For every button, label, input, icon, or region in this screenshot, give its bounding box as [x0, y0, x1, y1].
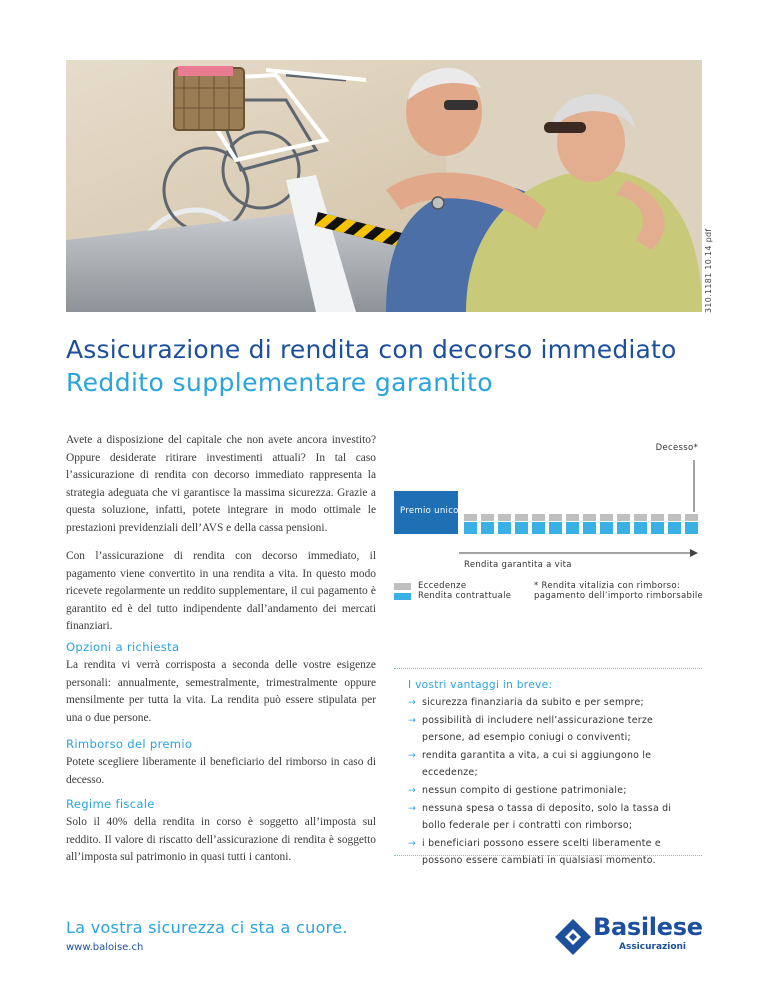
- list-item: → sicurezza finanziaria da subito e per sempre;: [408, 694, 698, 712]
- section-heading-refund: Rimborso del premio: [66, 737, 193, 751]
- surplus-bar: [481, 514, 494, 521]
- list-item: → nessun compito di gestione patrimoniale;: [408, 782, 698, 800]
- slogan: La vostra sicurezza ci sta a cuore.: [66, 918, 348, 937]
- list-item: → rendita garantita a vita, a cui si aggiungono le eccedenze;: [408, 747, 698, 782]
- company-logo: [553, 913, 713, 958]
- single-premium-label: Premio unico: [400, 506, 459, 516]
- logo-tagline: Assicurazioni: [619, 942, 687, 952]
- surplus-bar: [583, 514, 596, 521]
- list-item: → possibilità di includere nell’assicurazione terze persone, ad esempio coniugi o conviventi;: [408, 712, 698, 747]
- legend-label-contract: Rendita contrattuale: [418, 591, 512, 601]
- surplus-bar: [617, 514, 630, 521]
- contract-annuity-bar: [566, 522, 579, 534]
- surplus-bar: [464, 514, 477, 521]
- contract-annuity-bar: [583, 522, 596, 534]
- section-text-refund: Potete scegliere liberamente il beneficiario del rimborso in caso di decesso.: [66, 756, 376, 786]
- contract-annuity-bar: [685, 522, 698, 534]
- surplus-bar: [566, 514, 579, 521]
- benefits-heading: I vostri vantaggi in breve:: [408, 679, 553, 691]
- surplus-bar: [668, 514, 681, 521]
- death-label: Decesso*: [655, 443, 698, 453]
- surplus-bar: [634, 514, 647, 521]
- footnote-line2: pagamento dell’importo rimborsabile: [534, 591, 704, 601]
- arrow-right-icon: →: [408, 714, 417, 726]
- time-axis-arrow-icon: [690, 549, 698, 557]
- benefits-list: [408, 694, 698, 870]
- arrow-right-icon: →: [408, 837, 417, 849]
- list-item: → nessuna spesa o tassa di deposito, solo la tassa di bollo federale per i contratti con rimborso;: [408, 800, 698, 835]
- legend-label-surplus: Eccedenze: [418, 581, 467, 591]
- contract-annuity-bar: [549, 522, 562, 534]
- page-subtitle: Reddito supplementare garantito: [66, 368, 493, 397]
- surplus-bar: [515, 514, 528, 521]
- diamond-logo-icon: [553, 915, 597, 959]
- hero-photo: [66, 60, 702, 312]
- arrow-right-icon: →: [408, 784, 417, 796]
- surplus-bar: [498, 514, 511, 521]
- footnote-line1: * Rendita vitalizia con rimborso:: [534, 581, 681, 591]
- axis-label: Rendita garantita a vita: [464, 560, 572, 570]
- legend-swatch-contract: [394, 593, 411, 600]
- list-item: → i beneficiari possono essere scelti liberamente e possono essere cambiati in qualsiasi momento.: [408, 835, 698, 870]
- benefits-box: [394, 668, 702, 867]
- annuity-diagram: [394, 440, 706, 610]
- contract-annuity-bar: [515, 522, 528, 534]
- contract-annuity-bar: [532, 522, 545, 534]
- arrow-right-icon: →: [408, 697, 417, 708]
- section-text-options: La rendita vi verrà corrisposta a seconda delle vostre esigenze personali: annualmente, semestralmente, trimestralmente oppure mensilmente per tutta la vita. La rendita può essere stipulata per una o due persone.: [66, 659, 376, 724]
- document-reference: 310.1181 10.14 pdf: [704, 228, 713, 313]
- contract-annuity-bar: [651, 522, 664, 534]
- website-link[interactable]: www.baloise.ch: [66, 942, 144, 953]
- contract-annuity-bar: [498, 522, 511, 534]
- surplus-bar: [532, 514, 545, 521]
- contract-annuity-bar: [600, 522, 613, 534]
- contract-annuity-bar: [464, 522, 477, 534]
- surplus-bar: [549, 514, 562, 521]
- arrow-right-icon: →: [408, 802, 417, 814]
- contract-annuity-bar: [481, 522, 494, 534]
- surplus-bar: [600, 514, 613, 521]
- arrow-right-icon: →: [408, 749, 417, 761]
- intro-paragraph: Avete a disposizione del capitale che non avete ancora investito? Oppure desiderate ritirare investimenti attuali? In tal caso l’assicurazione di rendita con decorso immediato rappresenta la strategia adeguata che vi garantisce la massima sicurezza. Grazie a questa soluzione, infatti, potete integrare in modo ottimale le prestazioni previdenziali dell’AVS e della cassa pensioni.: [66, 434, 376, 534]
- contract-annuity-bar: [668, 522, 681, 534]
- contract-annuity-bar: [617, 522, 630, 534]
- surplus-bar: [651, 514, 664, 521]
- contract-annuity-bar: [634, 522, 647, 534]
- section-text-tax: Solo il 40% della rendita in corso è soggetto all’imposta sul reddito. Il valore di riscatto dell’assicurazione di rendita è soggetto all’imposta sul patrimonio in quasi tutti i cantoni.: [66, 816, 376, 863]
- legend-swatch-surplus: [394, 583, 411, 590]
- page-title: Assicurazione di rendita con decorso immediato: [66, 335, 677, 364]
- description-paragraph: Con l’assicurazione di rendita con decorso immediato, il pagamento viene convertito in una rendita a vita. In questo modo ricevete regolarmente un reddito supplementare, il cui pagamento è garantito ed è del tutto indipendente dall’andamento dei mercati finanziari.: [66, 550, 376, 632]
- section-heading-tax: Regime fiscale: [66, 797, 155, 811]
- section-heading-options: Opzioni a richiesta: [66, 640, 180, 654]
- logo-brand: Basilese: [593, 913, 703, 941]
- surplus-bar: [685, 514, 698, 521]
